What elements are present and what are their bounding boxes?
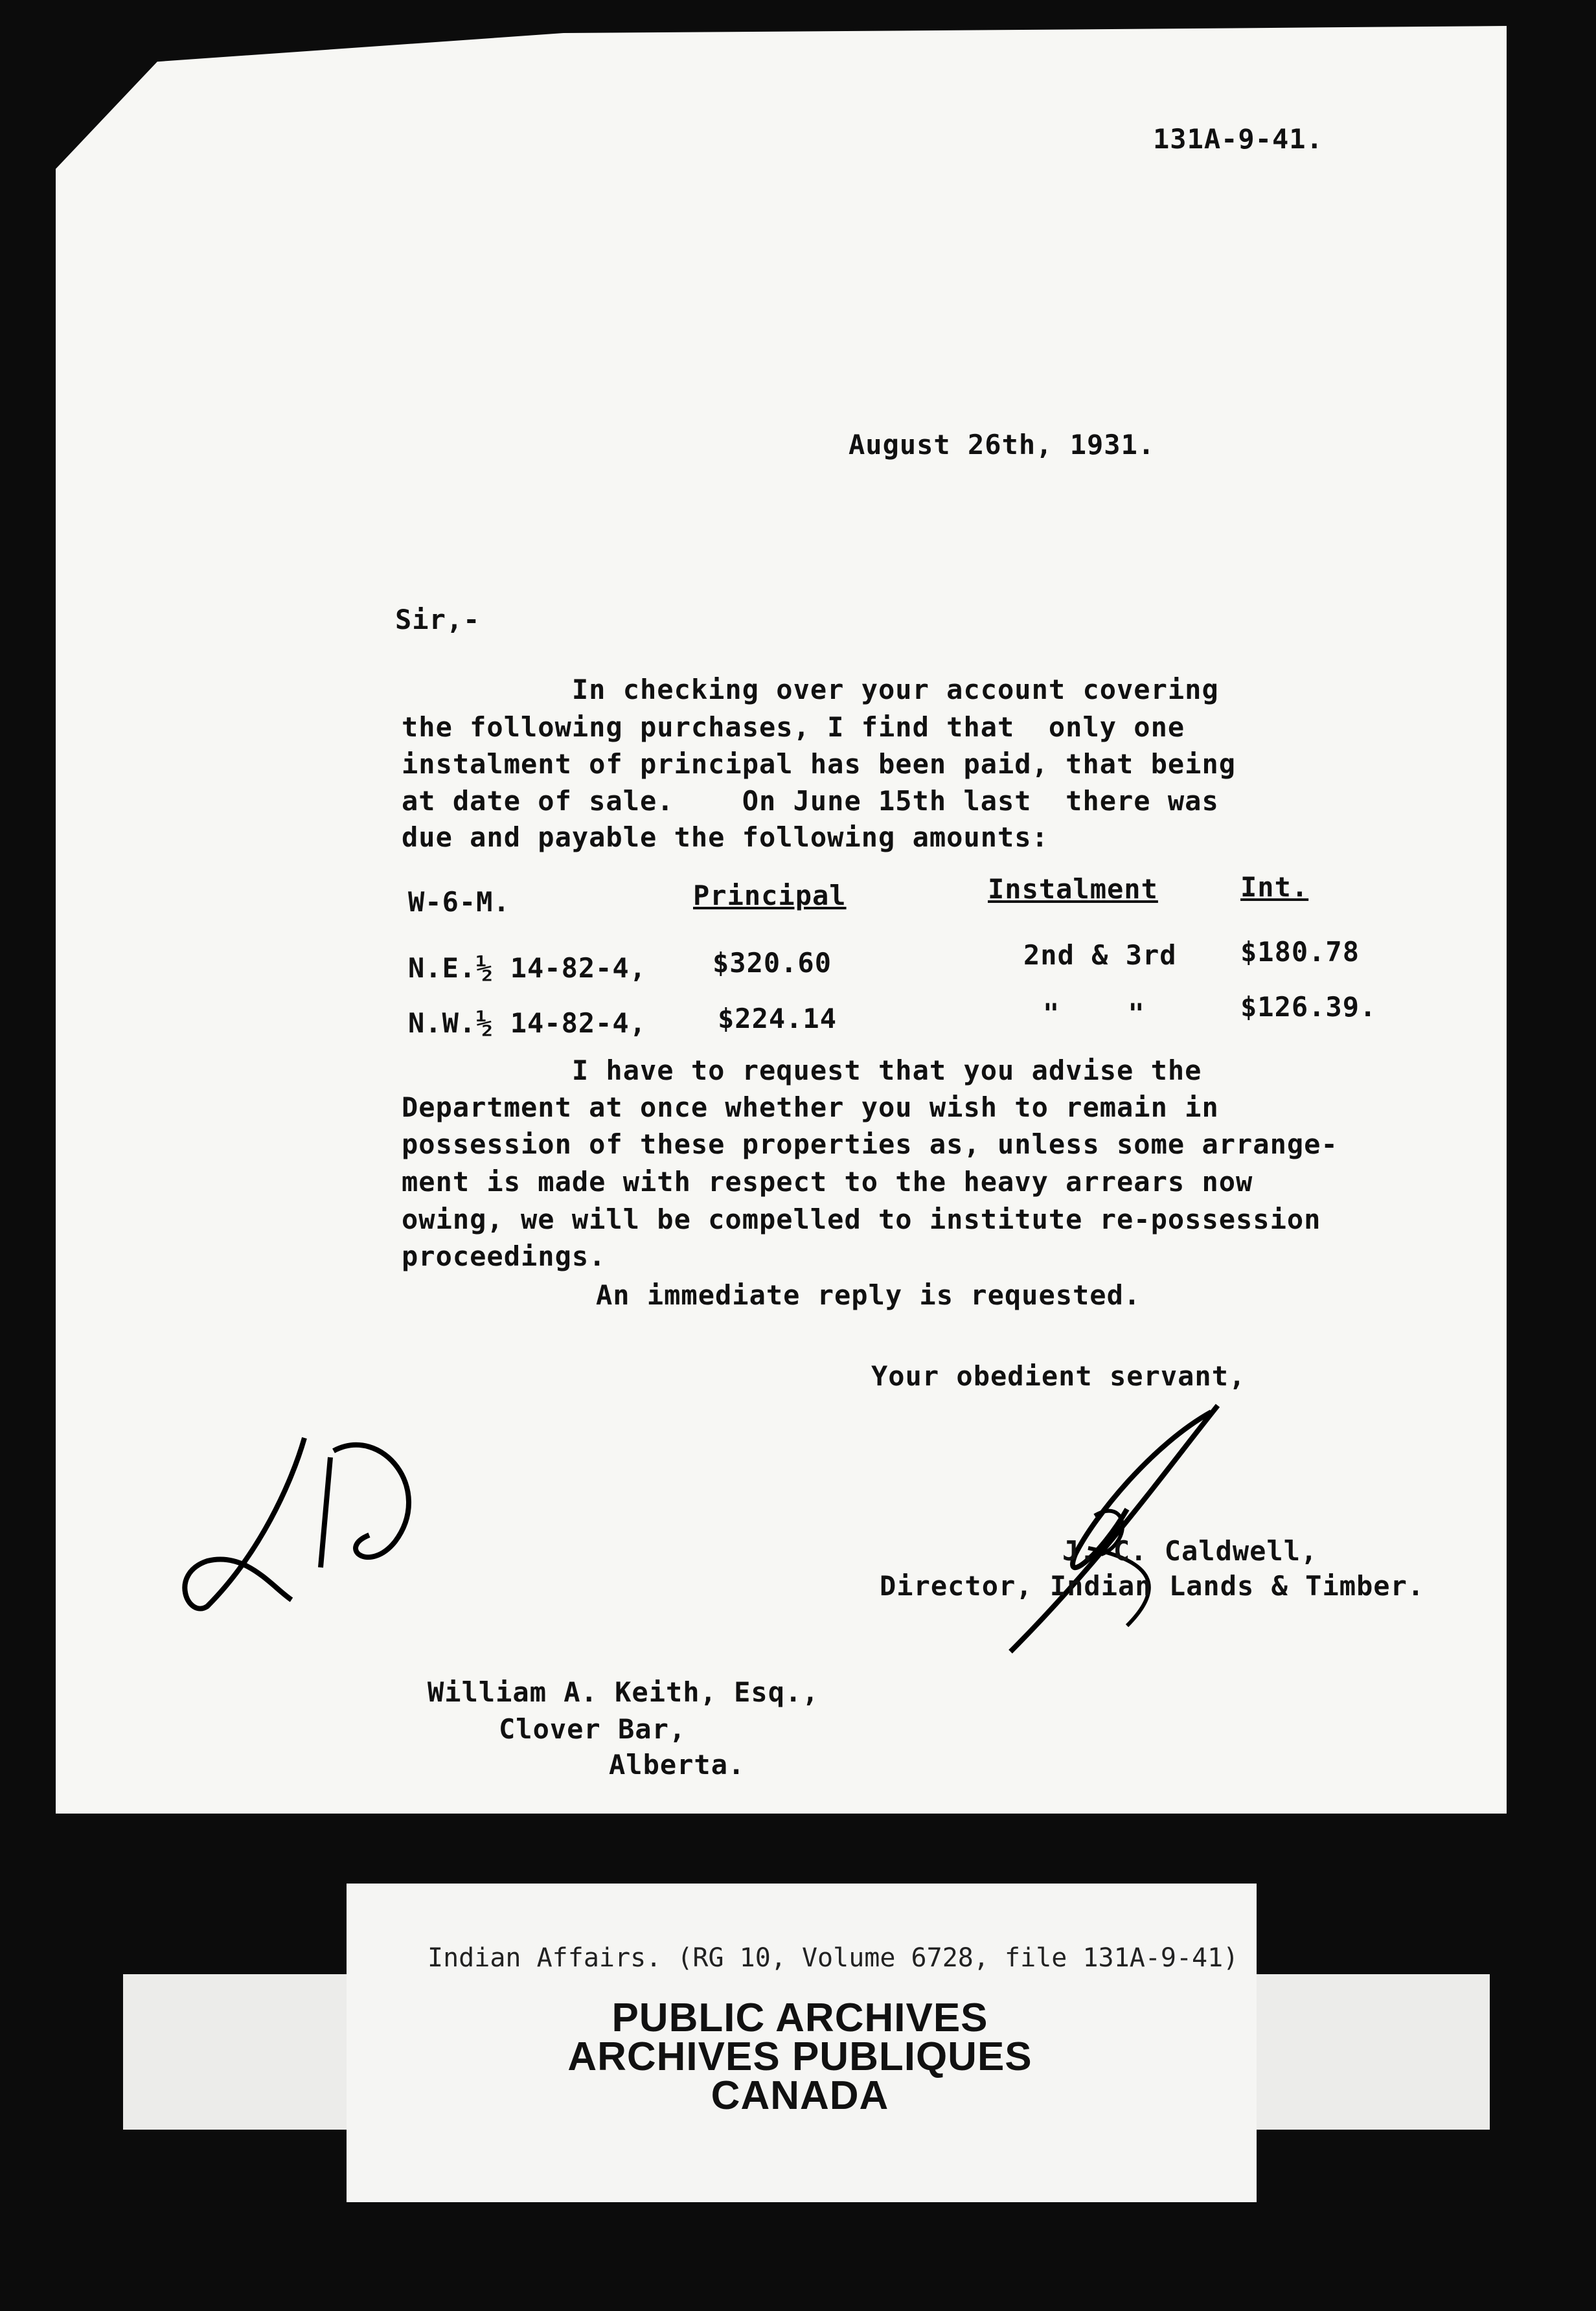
addressee-line: Clover Bar, xyxy=(499,1713,687,1745)
table-header-instalment: Instalment xyxy=(988,873,1158,905)
paragraph-line: I have to request that you advise the xyxy=(402,1054,1202,1086)
addressee-line: Alberta. xyxy=(609,1749,746,1781)
paragraph-line: instalment of principal has been paid, that being xyxy=(402,748,1237,780)
paragraph-line: owing, we will be compelled to institute re-possession xyxy=(402,1203,1321,1235)
paragraph-line: In checking over your account covering xyxy=(402,674,1219,705)
paragraph-line: ment is made with respect to the heavy arrears now xyxy=(402,1166,1253,1198)
signatory-title: Director, Indian Lands & Timber. xyxy=(880,1570,1425,1602)
table-cell-interest: $180.78 xyxy=(1240,936,1360,968)
letter-date: August 26th, 1931. xyxy=(849,429,1156,461)
table-cell-parcel: N.W.½ 14-82-4, xyxy=(408,1007,647,1039)
table-header-parcel: W-6-M. xyxy=(408,886,510,918)
table-cell-interest: $126.39. xyxy=(1240,991,1377,1023)
paragraph-line: Department at once whether you wish to remain in xyxy=(402,1091,1219,1123)
closing-request: An immediate reply is requested. xyxy=(596,1279,1141,1311)
table-cell-instalment: 2nd & 3rd xyxy=(1023,939,1177,971)
archive-stamp-line: CANADA xyxy=(711,2073,889,2118)
signatory-name: J. C. Caldwell, xyxy=(1062,1535,1318,1567)
table-cell-principal: $224.14 xyxy=(718,1003,838,1034)
valediction: Your obedient servant, xyxy=(871,1360,1246,1392)
addressee-line: William A. Keith, Esq., xyxy=(428,1676,819,1708)
initials-signature xyxy=(175,1412,460,1626)
paragraph-line: possession of these properties as, unless some arrange- xyxy=(402,1128,1338,1160)
paragraph-line: due and payable the following amounts: xyxy=(402,821,1049,853)
table-cell-instalment: " " xyxy=(1043,997,1145,1029)
director-signature xyxy=(933,1393,1231,1665)
archive-stamp-line: ARCHIVES PUBLIQUES xyxy=(567,2034,1032,2079)
table-header-interest: Int. xyxy=(1240,871,1309,903)
paragraph-line: proceedings. xyxy=(402,1240,606,1272)
file-reference: 131A-9-41. xyxy=(1153,123,1323,155)
table-cell-principal: $320.60 xyxy=(712,947,832,979)
salutation: Sir,- xyxy=(395,604,481,635)
paragraph-line: the following purchases, I find that only one xyxy=(402,711,1185,743)
archive-source-reference: Indian Affairs. (RG 10, Volume 6728, file 131A-9-41) xyxy=(428,1943,1239,1973)
table-header-principal: Principal xyxy=(693,880,847,911)
table-cell-parcel: N.E.½ 14-82-4, xyxy=(408,952,647,984)
paragraph-line: at date of sale. On June 15th last there was xyxy=(402,785,1219,817)
archive-stamp-line: PUBLIC ARCHIVES xyxy=(611,1996,988,2040)
